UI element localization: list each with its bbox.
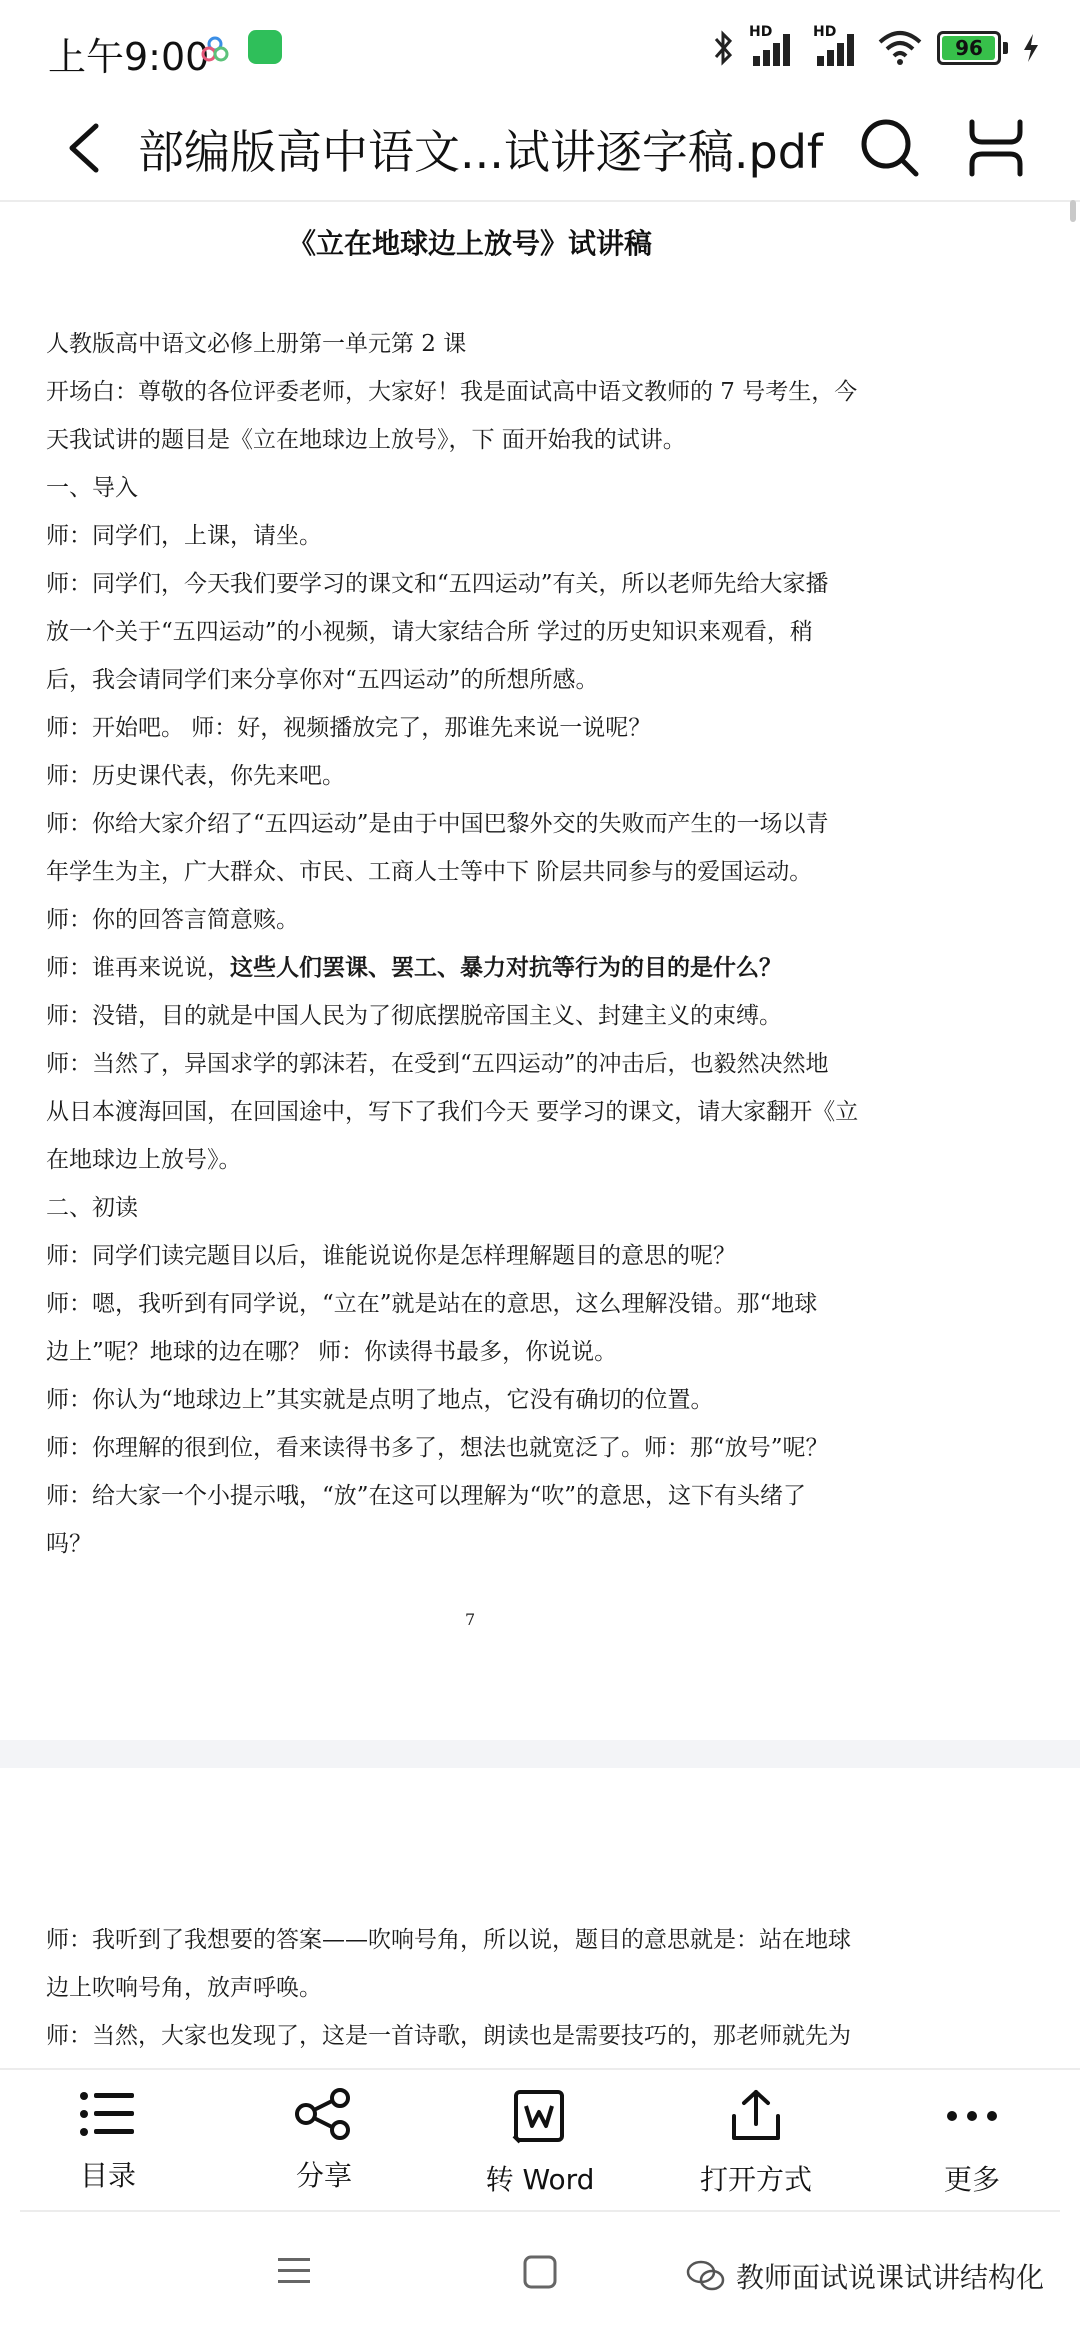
pdf-page[interactable]	[0, 1768, 1080, 2068]
more-button[interactable]	[892, 2088, 1052, 2198]
text-line: 师：你理解的很到位，看来读得书多了，想法也就宽泛了。师：那“放号”呢？	[46, 1435, 829, 1461]
open-with-icon	[726, 2088, 786, 2144]
open-with-button[interactable]	[676, 2088, 836, 2198]
text-line: 天我试讲的题目是《立在地球边上放号》，下 面开始我的试讲。	[46, 427, 686, 453]
pdf-page[interactable]	[0, 202, 1080, 1740]
text-line: 师：你认为“地球边上”其实就是点明了地点，它没有确切的位置。	[46, 1387, 714, 1413]
toolbar-label: 打开方式	[699, 2163, 812, 2196]
status-bar	[0, 0, 1080, 96]
hd-label: HD	[749, 24, 773, 40]
hd-label: HD	[813, 24, 837, 40]
bottom-toolbar	[0, 2068, 1080, 2212]
text-line: 在地球边上放号》。	[46, 1147, 242, 1173]
signal-icon	[749, 24, 799, 68]
text-line: 开场白：尊敬的各位评委老师，大家好！我是面试高中语文教师的 7 号考生，今	[46, 379, 858, 405]
back-icon[interactable]	[58, 114, 118, 182]
bold-question: 这些人们罢课、罢工、暴力对抗等行为的目的是什么？	[230, 954, 782, 981]
signal-icon	[813, 24, 863, 68]
text-span: 师：谁再来说说，	[46, 955, 230, 981]
text-line: 边上”呢？地球的边在哪？ 师：你读得书最多，你说说。	[46, 1339, 618, 1365]
text-line: 师：给大家一个小提示哦，“放”在这可以理解为“吹”的意思，这下有头绪了	[46, 1483, 807, 1509]
text-line: 二、初读	[46, 1195, 138, 1221]
text-line: 师：你的回答言简意赅。	[46, 907, 299, 933]
share-button[interactable]	[244, 2088, 404, 2194]
text-line: 师：我听到了我想要的答案——吹响号角，所以说，题目的意思就是：站在地球	[46, 1927, 851, 1953]
menu-icon[interactable]	[276, 2254, 312, 2288]
document-title: 部编版高中语文...试讲逐字稿.pdf	[138, 125, 824, 179]
text-line: 师：没错，目的就是中国人民为了彻底摆脱帝国主义、封建主义的束缚。	[46, 1003, 782, 1029]
text-line: 师：开始吧。 师：好，视频播放完了，那谁先来说一说呢？	[46, 715, 652, 741]
navigation-bar	[0, 2212, 1080, 2340]
toolbar-label: 更多	[943, 2163, 1000, 2196]
text-line: 一、导入	[46, 475, 138, 501]
text-line	[46, 944, 916, 992]
text-line: 放一个关于“五四运动”的小视频，请大家结合所 学过的历史知识来观看，稍	[46, 619, 813, 645]
app-bar	[0, 96, 1080, 202]
status-icons	[713, 26, 1040, 70]
text-line: 师：当然，大家也发现了，这是一首诗歌，朗读也是需要技巧的，那老师就先为	[46, 2023, 851, 2049]
page-number: 7	[465, 1610, 476, 1629]
home-icon[interactable]	[522, 2254, 558, 2290]
toolbar-label: 转 Word	[485, 2163, 595, 2196]
convert-word-button[interactable]	[460, 2088, 620, 2198]
text-line: 师：同学们读完题目以后，谁能说说你是怎样理解题目的意思的呢？	[46, 1243, 736, 1269]
app-icon	[248, 30, 282, 64]
text-line: 后，我会请同学们来分享你对“五四运动”的所想所感。	[46, 667, 599, 693]
cloud-icon	[200, 34, 230, 64]
toolbar-label: 目录	[79, 2159, 136, 2192]
text-line: 人教版高中语文必修上册第一单元第 2 课	[46, 331, 467, 357]
watermark-text: 教师面试说课试讲结构化	[735, 2261, 1044, 2294]
word-convert-icon	[510, 2088, 570, 2144]
watermark	[686, 2256, 1044, 2296]
share-icon	[294, 2088, 354, 2140]
battery-level: 96	[955, 36, 983, 60]
text-line: 师：同学们，今天我们要学习的课文和“五四运动”有关，所以老师先给大家播	[46, 571, 829, 597]
text-line: 边上吹响号角，放声呼唤。	[46, 1975, 322, 2001]
text-line: 师：嗯，我听到有同学说，“立在”就是站在的意思，这么理解没错。那“地球	[46, 1291, 818, 1317]
text-line: 师：同学们，上课，请坐。	[46, 523, 322, 549]
bluetooth-icon	[713, 29, 735, 67]
page-text	[46, 1916, 916, 2060]
text-line: 年学生为主，广大群众、市民、工商人士等中下 阶层共同参与的爱国运动。	[46, 859, 813, 885]
collapse-icon[interactable]	[966, 116, 1026, 180]
toc-button[interactable]	[28, 2088, 188, 2194]
battery-icon	[937, 31, 1001, 65]
charging-icon	[1022, 33, 1040, 63]
text-line: 吗？	[46, 1531, 92, 1557]
scrollbar[interactable]	[1070, 200, 1076, 222]
page-text	[46, 320, 916, 1568]
text-line: 从日本渡海回国，在回国途中，写下了我们今天 要学习的课文，请大家翻开《立	[46, 1099, 859, 1125]
more-icon	[942, 2088, 1002, 2144]
status-time: 上午9:00	[48, 35, 210, 79]
document-heading: 《立在地球边上放号》试讲稿	[287, 227, 652, 260]
text-line: 师：当然了，异国求学的郭沫若，在受到“五四运动”的冲击后，也毅然决然地	[46, 1051, 829, 1077]
list-icon	[78, 2088, 138, 2140]
wechat-icon	[686, 2259, 726, 2293]
text-line: 师：历史课代表，你先来吧。	[46, 763, 345, 789]
text-line: 师：你给大家介绍了“五四运动”是由于中国巴黎外交的失败而产生的一场以青	[46, 811, 829, 837]
wifi-icon	[877, 30, 923, 66]
search-icon[interactable]	[856, 114, 924, 182]
toolbar-label: 分享	[295, 2159, 352, 2192]
